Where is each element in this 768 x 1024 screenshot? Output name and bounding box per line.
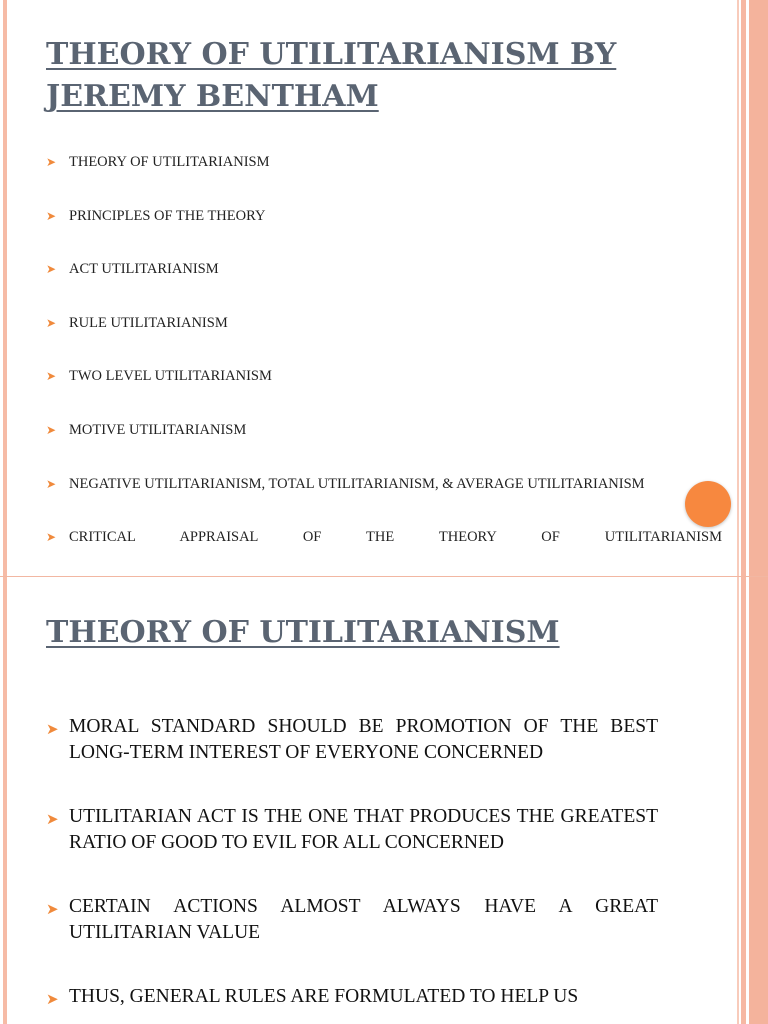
triangle-arrow-icon: ➤ bbox=[46, 990, 59, 1008]
bullet-text: TWO LEVEL UTILITARIANISM bbox=[69, 368, 272, 385]
right-stripe-medium bbox=[741, 0, 746, 577]
triangle-arrow-icon: ➤ bbox=[46, 900, 59, 918]
bullet-text: MORAL STANDARD SHOULD BE PROMOTION OF THE BEST LONG-TERM INTEREST OF EVERYONE CONCERNED bbox=[69, 716, 658, 763]
left-border-line bbox=[3, 0, 7, 577]
bullet-text: ACT UTILITARIANISM bbox=[69, 261, 219, 278]
triangle-arrow-icon: ➤ bbox=[46, 262, 57, 277]
slide-2 bbox=[0, 577, 768, 1024]
left-border-line bbox=[3, 577, 7, 1024]
triangle-arrow-icon: ➤ bbox=[46, 810, 59, 828]
right-stripe-thin bbox=[737, 0, 739, 577]
triangle-arrow-icon: ➤ bbox=[46, 422, 57, 437]
bullet-item bbox=[46, 984, 658, 1010]
bullet-text: UTILITARIAN ACT IS THE ONE THAT PRODUCES THE GREATEST RATIO OF GOOD TO EVIL FOR ALL CONCERNED bbox=[69, 806, 658, 853]
bullet-item bbox=[46, 420, 722, 440]
bullet-text: CERTAIN ACTIONS ALMOST ALWAYS HAVE A GREAT UTILITARIAN VALUE bbox=[69, 896, 658, 943]
bullet-text: CRITICAL APPRAISAL OF THE THEORY OF UTILITARIANISM bbox=[69, 529, 722, 546]
bullet-text: THUS, GENERAL RULES ARE FORMULATED TO HELP US bbox=[69, 986, 579, 1007]
bullet-item bbox=[46, 474, 722, 494]
slide-divider bbox=[0, 576, 768, 577]
bullet-text: MOTIVE UTILITARIANISM bbox=[69, 421, 247, 438]
triangle-arrow-icon: ➤ bbox=[46, 476, 57, 491]
right-stripe-wide bbox=[749, 0, 768, 577]
slide-1-bullet-list bbox=[46, 152, 722, 577]
slide-2-title: THEORY OF UTILITARIANISM bbox=[46, 615, 560, 650]
right-stripe-thin bbox=[737, 577, 739, 1024]
bullet-item bbox=[46, 527, 722, 547]
triangle-arrow-icon: ➤ bbox=[46, 155, 57, 169]
bullet-item bbox=[46, 894, 658, 946]
bullet-item bbox=[46, 804, 658, 856]
triangle-arrow-icon: ➤ bbox=[46, 315, 57, 330]
bullet-item bbox=[46, 714, 658, 766]
triangle-arrow-icon: ➤ bbox=[46, 208, 57, 223]
right-stripe-wide bbox=[749, 577, 768, 1024]
bullet-text: RULE UTILITARIANISM bbox=[69, 314, 228, 331]
triangle-arrow-icon: ➤ bbox=[46, 530, 57, 545]
slide-1-title: THEORY OF UTILITARIANISM BY JEREMY BENTHAM bbox=[46, 37, 617, 114]
bullet-text: NEGATIVE UTILITARIANISM, TOTAL UTILITARIANISM, & AVERAGE UTILITARIANISM bbox=[69, 475, 645, 492]
bullet-item bbox=[46, 206, 722, 226]
triangle-arrow-icon: ➤ bbox=[46, 369, 57, 384]
bullet-item bbox=[46, 366, 722, 386]
bullet-item bbox=[46, 152, 722, 172]
right-stripe-medium bbox=[741, 577, 746, 1024]
triangle-arrow-icon: ➤ bbox=[46, 720, 59, 738]
bullet-item bbox=[46, 313, 722, 333]
bullet-text: THEORY OF UTILITARIANISM bbox=[69, 154, 270, 170]
slide-2-bullet-list bbox=[46, 714, 658, 1024]
orange-circle-decoration bbox=[685, 481, 731, 527]
bullet-text: PRINCIPLES OF THE THEORY bbox=[69, 207, 266, 224]
bullet-item bbox=[46, 259, 722, 279]
